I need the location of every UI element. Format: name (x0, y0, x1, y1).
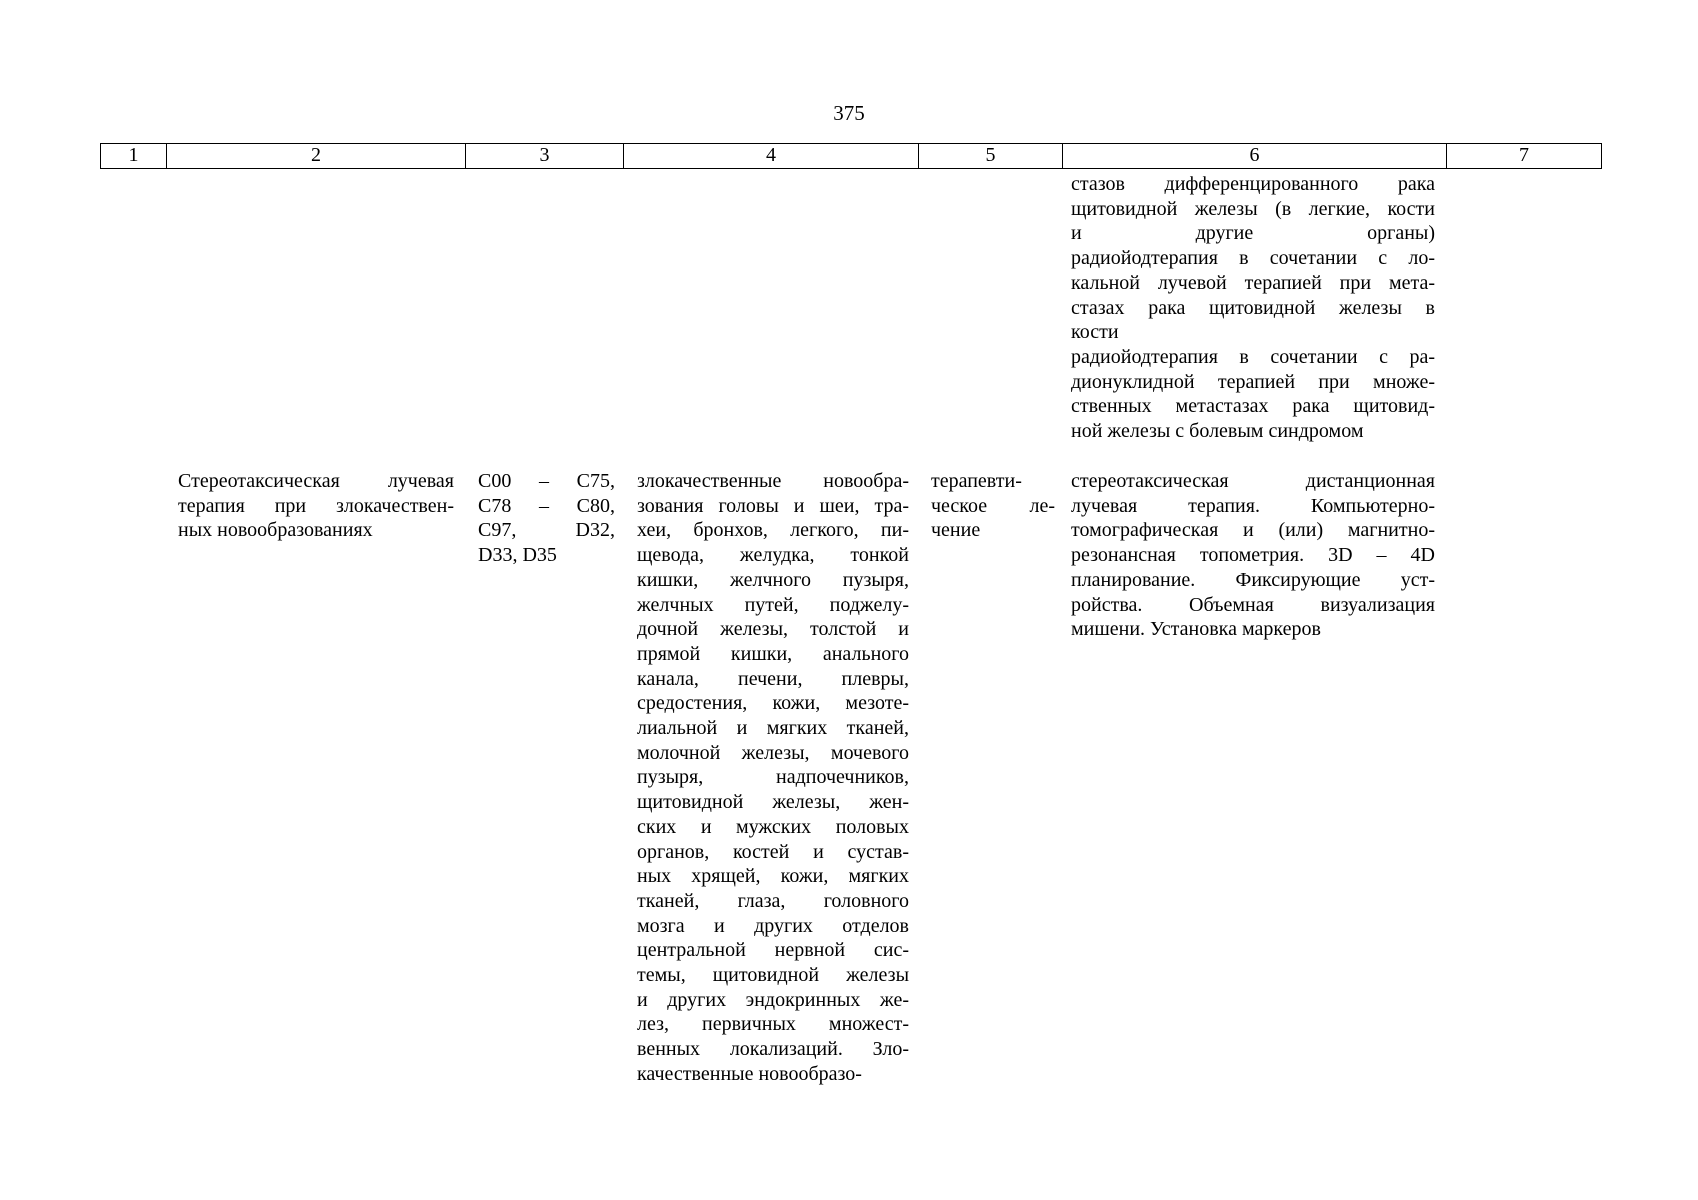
text-line: лиальной и мягких тканей, (637, 717, 909, 740)
text-line: C78 – C80, (478, 494, 615, 517)
text-line: средостения, кожи, мезоте- (637, 692, 909, 715)
text-line: венных локализаций. Зло- (637, 1038, 909, 1061)
header-col-1: 1 (100, 144, 166, 168)
text-line: и других эндокринных же- (637, 988, 909, 1011)
text-line: радиойодтерапия в сочетании с ра- (1071, 345, 1435, 368)
text-line: темы, щитовидной железы (637, 964, 909, 987)
text-line: зования головы и шеи, тра- (637, 494, 909, 517)
text-line: канала, печени, плевры, (637, 667, 909, 690)
text-line: D33, D35 (478, 544, 557, 567)
text-line: ских и мужских половых (637, 815, 909, 838)
text-line: молочной железы, мочевого (637, 741, 909, 764)
text-line: стереотаксическая дистанционная (1071, 470, 1435, 492)
text-line: ческое ле- (931, 494, 1055, 517)
header-col-5: 5 (918, 144, 1062, 168)
text-line: злокачественные новообра- (637, 470, 909, 492)
text-line: радиойодтерапия в сочетании с ло- (1071, 247, 1435, 270)
text-line: чение (931, 519, 981, 542)
text-line: щитовидной железы (в легкие, кости (1071, 197, 1435, 220)
table-header-row (100, 143, 1602, 169)
patient-model-cell (637, 469, 909, 1087)
text-line: кальной лучевой терапией при мета- (1071, 271, 1435, 294)
text-line: пузыря, надпочечников, (637, 766, 909, 789)
text-line: и другие органы) (1071, 222, 1435, 245)
text-line: Стереотаксическая лучевая (178, 470, 454, 492)
treatment-method-cell (1071, 469, 1435, 642)
text-line: дочной железы, толстой и (637, 618, 909, 641)
text-line: C97, D32, (478, 519, 615, 542)
text-line: томографическая и (или) магнитно- (1071, 519, 1435, 542)
text-line: дионуклидной терапией при множе- (1071, 370, 1435, 393)
text-line: резонансная топометрия. 3D – 4D (1071, 544, 1435, 567)
page-number: 375 (833, 101, 865, 125)
header-col-7: 7 (1446, 144, 1602, 168)
header-col-3: 3 (465, 144, 623, 168)
text-line: щевода, желудка, тонкой (637, 544, 909, 567)
text-line: ственных метастазах рака щитовид- (1071, 395, 1435, 418)
text-line: кишки, желчного пузыря, (637, 568, 909, 591)
text-line: ной железы с болевым синдромом (1071, 420, 1364, 443)
text-line: желчных путей, поджелу- (637, 593, 909, 616)
text-line: хеи, бронхов, легкого, пи- (637, 519, 909, 542)
text-line: ройства. Объемная визуализация (1071, 593, 1435, 616)
text-line: C00 – C75, (478, 470, 615, 492)
text-line: терапия при злокачествен- (178, 494, 454, 517)
text-line: тканей, глаза, головного (637, 889, 909, 912)
header-col-2: 2 (166, 144, 465, 168)
header-col-4: 4 (623, 144, 918, 168)
continuation-col6-text (1071, 172, 1435, 444)
text-line: центральной нервной сис- (637, 939, 909, 962)
text-line: терапевти- (931, 470, 1022, 492)
text-line: кости (1071, 321, 1119, 344)
text-line: лез, первичных множест- (637, 1013, 909, 1036)
text-line: ных хрящей, кожи, мягких (637, 865, 909, 888)
text-line: мозга и других отделов (637, 914, 909, 937)
text-line: ных новообразованиях (178, 519, 373, 542)
text-line: мишени. Установка маркеров (1071, 618, 1321, 641)
text-line: органов, костей и сустав- (637, 840, 909, 863)
text-line: стазах рака щитовидной железы в (1071, 296, 1435, 319)
text-line: планирование. Фиксирующие уст- (1071, 568, 1435, 591)
text-line: качественные новообразо- (637, 1062, 862, 1085)
text-line: щитовидной железы, жен- (637, 791, 909, 814)
header-col-6: 6 (1062, 144, 1446, 168)
icd-codes-cell (478, 469, 615, 568)
treatment-type-cell (931, 469, 1055, 543)
text-line: лучевая терапия. Компьютерно- (1071, 494, 1435, 517)
text-line: прямой кишки, анального (637, 642, 909, 665)
text-line: стазов дифференцированного рака (1071, 173, 1435, 195)
service-name-cell (178, 469, 454, 543)
